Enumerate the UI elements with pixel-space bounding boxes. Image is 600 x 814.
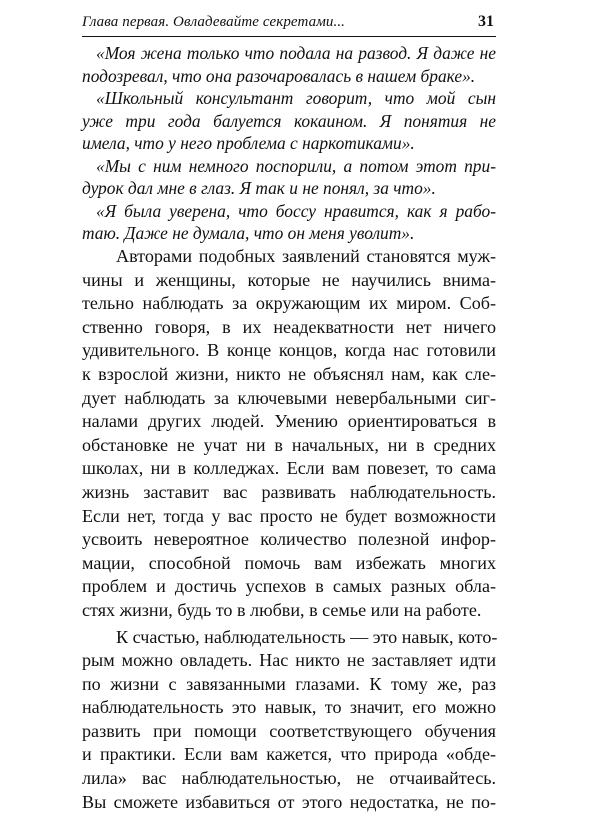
quote-line: «Школьный консультант говорит, что мой сын	[96, 88, 496, 108]
paragraph-line: к взрослой жизни, никто не объяснял нам, как сле-	[82, 363, 496, 384]
paragraph-line: чины и женщины, которые не научились внима-	[82, 269, 496, 290]
quote-block	[82, 42, 496, 245]
quote-line: «Я была уверена, что боссу нравится, как я рабо-	[96, 200, 496, 221]
paragraph-line: школах, ни в колледжах. Если вам повезет, то сама	[82, 458, 496, 479]
paragraph-line: мации, способной помочь вам избежать многих	[82, 552, 496, 573]
quote-line: имела, что у него проблема с наркотиками».	[82, 133, 415, 153]
quote-line: дурок дал мне в глаз. Я так и не понял, за что».	[82, 178, 436, 198]
quote-line: «Моя жена только что подала на развод. Я даже не	[96, 43, 496, 63]
paragraph-line: ственно говоря, в их неадекватности нет ничего	[82, 316, 496, 337]
paragraph-line: дует наблюдать за ключевыми невербальными сиг-	[82, 387, 496, 408]
chapter-title: Глава первая. Овладевайте секретами...	[82, 14, 346, 30]
quote-line: таю. Даже не думала, что он меня уволит».	[82, 223, 415, 243]
paragraph-line: по жизни с завязанными глазами. К тому же, раз	[82, 673, 496, 694]
running-header	[82, 12, 496, 37]
paragraph-line: удивительного. В конце концов, когда нас готовили	[82, 340, 496, 361]
paragraph-line: рым можно овладеть. Нас никто не заставляет идти	[82, 650, 496, 671]
paragraph-line: усвоить невероятное количество полезной инфор-	[82, 529, 496, 550]
paragraph-line: тельно наблюдать за окружающим их миром. Соб-	[82, 293, 496, 314]
paragraph-line: Если нет, тогда у вас просто не будет возможности	[82, 505, 496, 526]
paragraph-line: наблюдательность это навык, то значит, его можно	[82, 697, 496, 718]
page-number: 31	[478, 13, 494, 30]
paragraph-line: и практики. Если вам кажется, что природа «обде-	[82, 744, 496, 765]
paragraph-line: Вы сможете избавиться от этого недостатка, не по-	[82, 791, 496, 812]
paragraph-line: развить при помощи соответствующего обучения	[82, 720, 496, 741]
paragraph-line: обстановке не учат ни в начальных, ни в средних	[82, 434, 496, 455]
body-text	[82, 245, 496, 814]
quote-line: «Мы с ним немного поспорили, а потом этот при-	[96, 155, 496, 176]
paragraph-line: лила» вас наблюдательностью, не отчаивайтесь.	[82, 768, 496, 789]
paragraph-line: налами других людей. Умению ориентироваться в	[82, 411, 496, 432]
quote-line: подозревал, что она разочаровалась в нашем браке».	[82, 65, 476, 86]
paragraph-line: К счастью, наблюдательность — это навык, кото-	[116, 626, 498, 647]
paragraph-line: проблем и достичь успехов в самых разных обла-	[82, 576, 496, 597]
paragraph-line: Авторами подобных заявлений становятся муж-	[116, 246, 496, 266]
paragraph-line: жизнь заставит вас развивать наблюдательность.	[82, 481, 496, 502]
quote-line: уже три года балуется кокаином. Я понятия не	[82, 110, 496, 131]
paragraph-line: стях жизни, будь то в любви, в семье или на работе.	[82, 599, 482, 620]
